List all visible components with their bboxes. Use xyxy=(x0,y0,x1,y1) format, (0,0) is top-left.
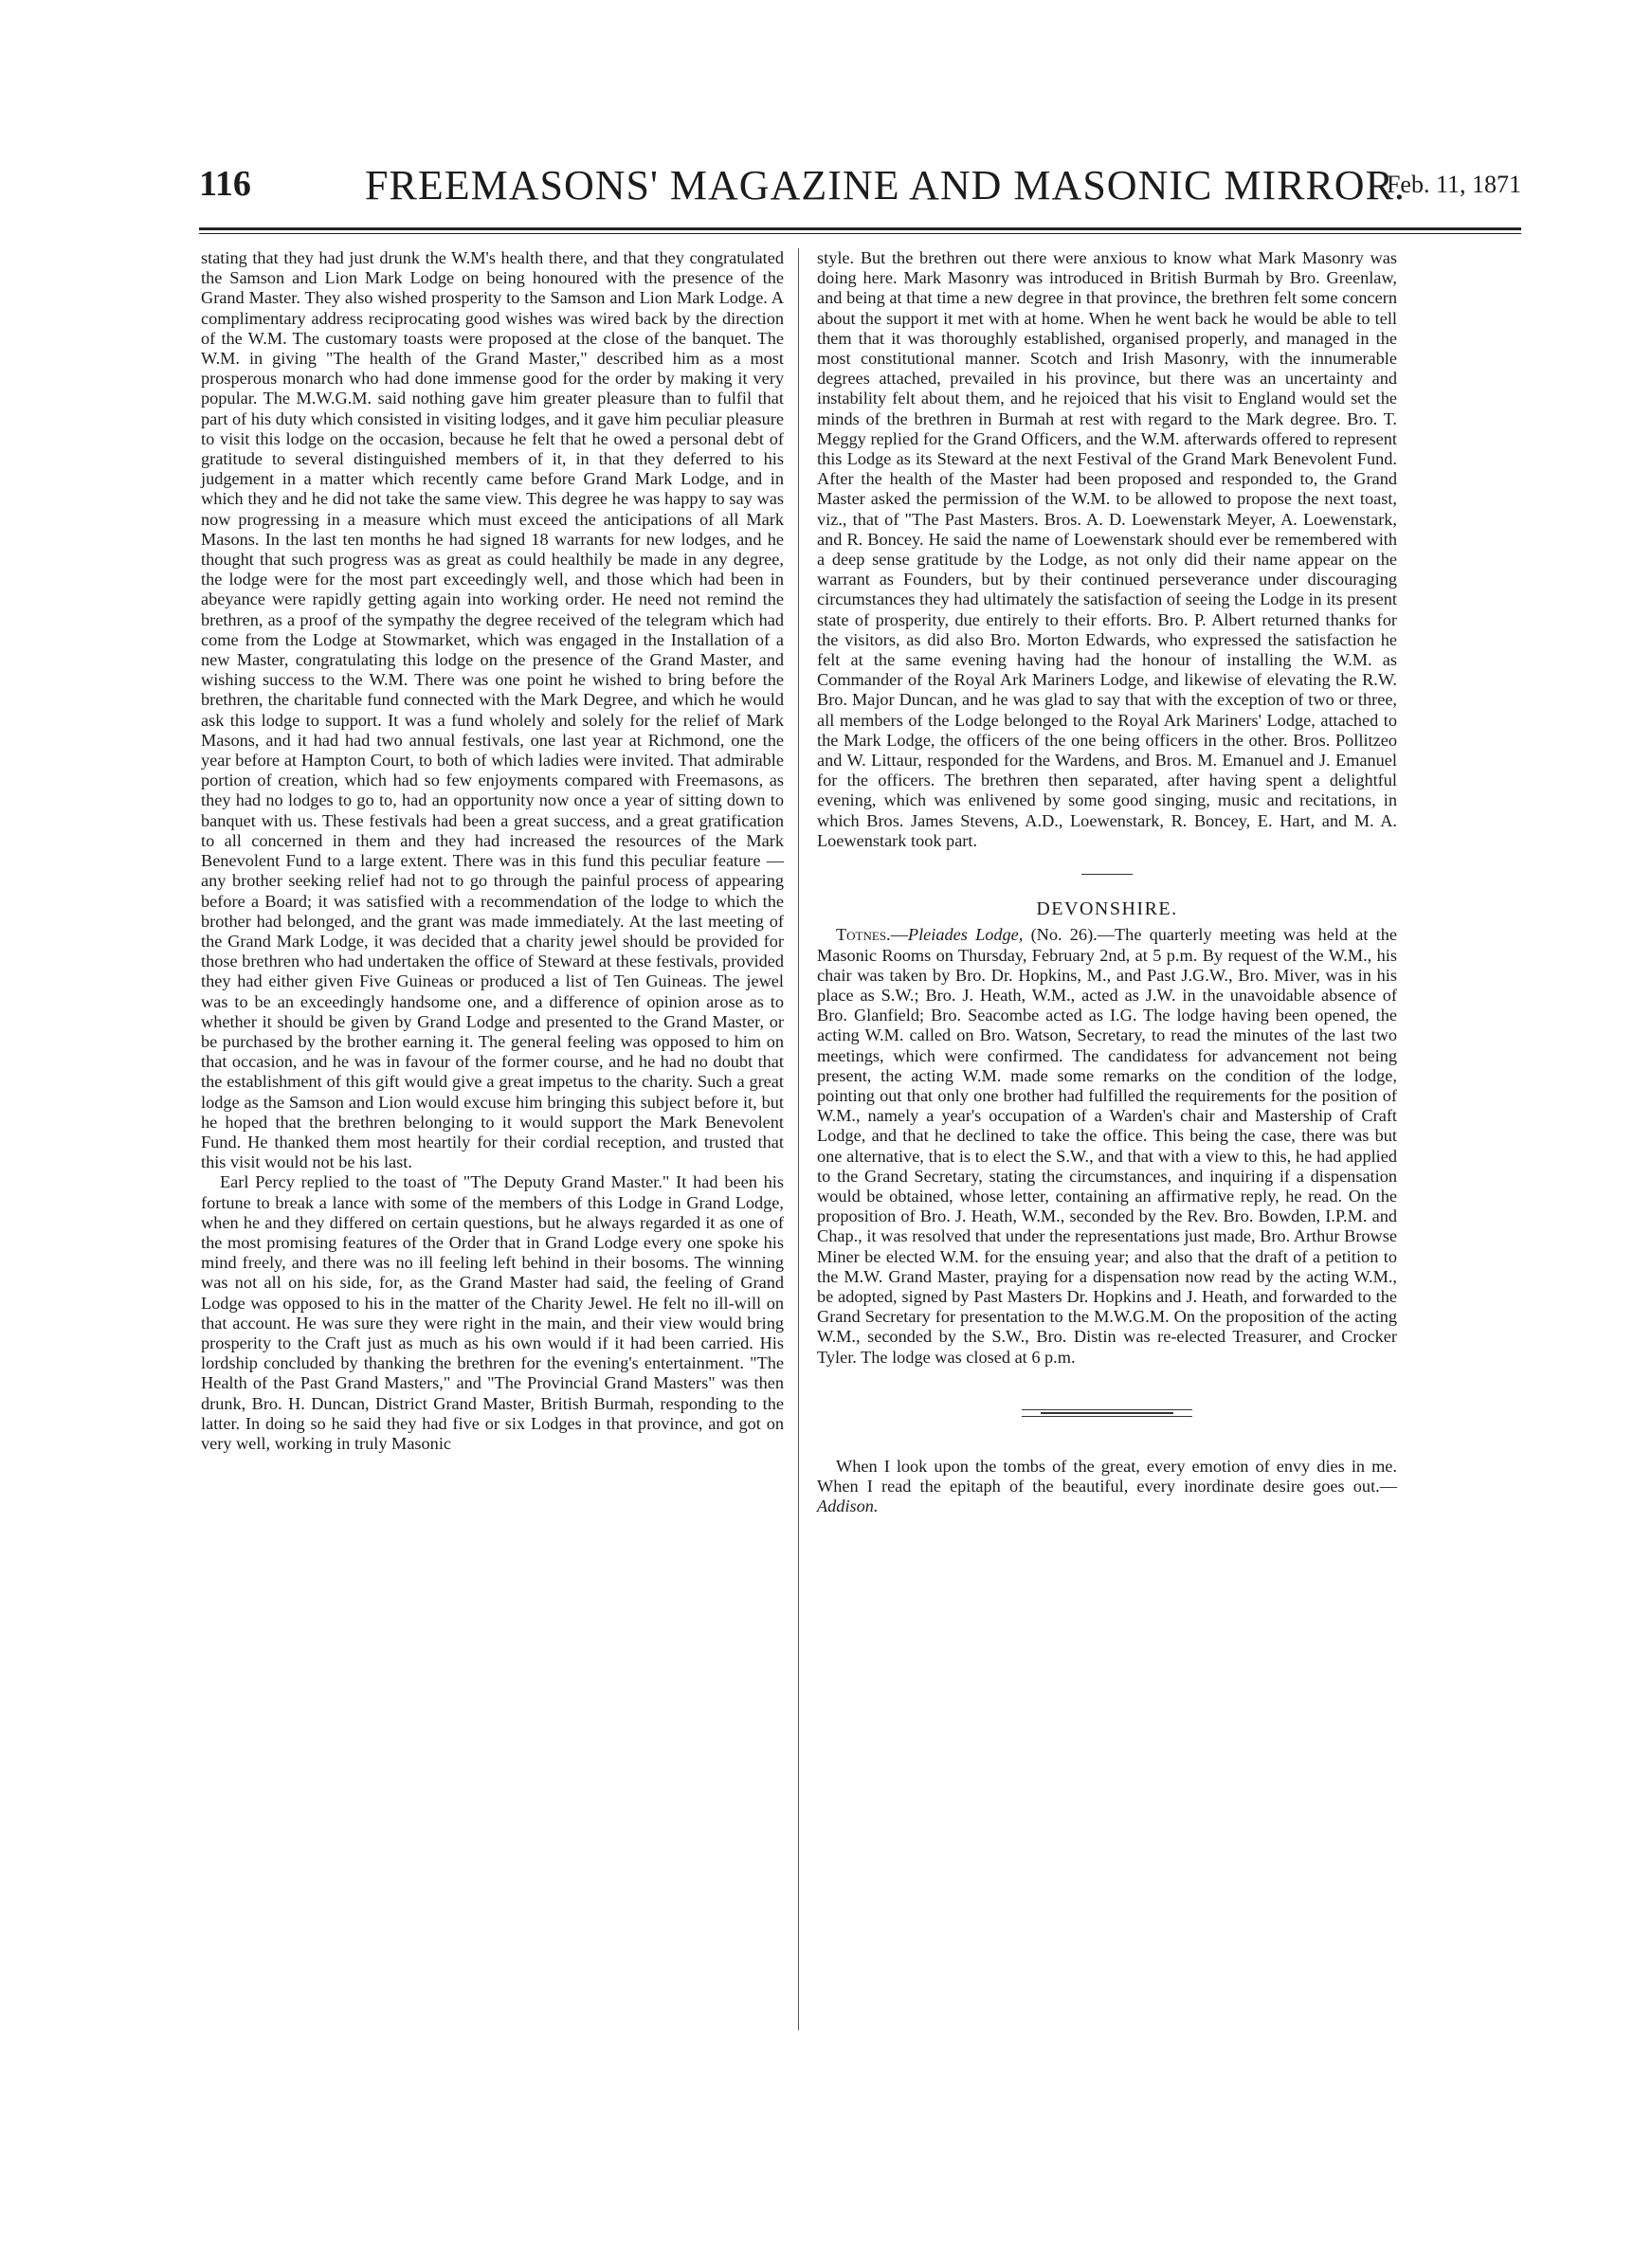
right-column xyxy=(817,248,1397,1516)
ornament-rule xyxy=(1022,1409,1192,1417)
masthead-title: FREEMASONS' MAGAZINE AND MASONIC MIRROR. xyxy=(365,162,1406,209)
left-column xyxy=(201,248,784,1454)
report-text: (No. 26).—The quarterly meeting was held at the Masonic Rooms on Thursday, February 2nd, at 5 p.m. By request of the W.M., his chair was taken by Bro. Dr. Hopkins, M., and Past J.G.W., Bro. Miver, was in his place as S.W.; Bro. J. Heath, W.M., acted as J.W. in the unavoidable absence of Bro. Glanfield; Bro. Seacombe acted as I.G. The lodge having been opened, the acting W.M. called on Bro. Watson, Secretary, to read the minutes of the last two meetings, which were confirmed. The candidatess for advancement not being present, the acting W.M. made some remarks on the condition of the lodge, pointing out that only one brother had fulfilled the requirements for the position of W.M., namely a year's occupation of a Warden's chair and Mastership of Craft Lodge, and that he declined to take the office. This being the case, there was but one alternative, that is to elect the S.W., and that with a view to this, he had applied to the Grand Secretary, stating the circumstances, and inquiring if a dispensation would be obtained, whose letter, containing an affirmative reply, he read. On the proposition of Bro. J. Heath, W.M., seconded by the Rev. Bro. Bowden, I.P.M. and Chap., it was resolved that under the representations just made, Bro. Arthur Browse Miner be elected W.M. for the ensuing year; and also that the draft of a petition to the M.W. Grand Master, praying for a dispensation now read by the acting W.M., be adopted, signed by Past Masters Dr. Hopkins and J. Heath, and forwarded to the Grand Secretary for presentation to the M.W.G.M. On the proposition of the acting W.M., seconded by the S.W., Bro. Distin was re-elected Treasurer, and Crocker Tyler. The lodge was closed at 6 p.m. xyxy=(817,925,1397,1367)
page-header xyxy=(199,157,1521,224)
header-rule xyxy=(199,227,1521,230)
column-divider xyxy=(798,248,799,2030)
article-continuation: style. But the brethren out there were anxious to know what Mark Masonry was doing here. Mark Masonry was introduced in British Burmah by Bro. Greenlaw, and being at that time a new degree in that province, the brethren felt some concern about the support it met with at home. When he went back he would be able to tell them that it was thoroughly established, organised properly, and managed in the most constitutional manner. Scotch and Irish Masonry, with the innumerable degrees attached, prevailed in his province, but there was an uncertainty and instability felt about them, and he rejoiced that his visit to England would set the minds of the brethren in Burmah at rest with regard to the Mark degree. Bro. T. Meggy replied for the Grand Officers, and the W.M. afterwards offered to represent this Lodge as its Steward at the next Festival of the Grand Mark Benevolent Fund. After the health of the Master had been proposed and responded to, the Grand Master asked the permission of the W.M. to be allowed to propose the next toast, viz., that of "The Past Masters. Bros. A. D. Loewenstark Meyer, A. Loewenstark, and R. Boncey. He said the name of Loewenstark should ever be remembered with a deep sense gratitude by the Lodge, as not only did their name appear on the warrant as Founders, but by their continued perseverance under discouraging circumstances they had ultimately the satisfaction of seeing the Lodge in its present state of prosperity, due entirely to their efforts. Bro. P. Albert returned thanks for the visitors, as did also Bro. Morton Edwards, who expressed the satisfaction he felt at the same evening having had the honour of installing the W.M. as Commander of the Royal Ark Mariners Lodge, and likewise of elevating the R.W. Bro. Major Duncan, and he was glad to say that with the exception of two or three, all members of the Lodge belonged to the Royal Ark Mariners' Lodge, attached to the Mark Lodge, the officers of the one being officers in the other. Bros. Pollitzeo and W. Littaur, responded for the Wardens, and Bros. M. Emanuel and J. Emanuel for the officers. The brethren then separated, after having spent a delightful evening, which was enlivened by some good singing, music and recitations, in which Bros. James Stevens, A.D., Loewenstark, R. Boncey, E. Hart, and M. A. Loewenstark took part. xyxy=(817,248,1397,850)
issue-date: Feb. 11, 1871 xyxy=(1386,171,1521,198)
page-number: 116 xyxy=(199,164,251,204)
devonshire-report: Totnes.—Pleiades Lodge, (No. 26).—The quarterly meeting was held at the Masonic Rooms on Thursday, February 2nd, at 5 p.m. By request of the W.M., his chair was taken by Bro. Dr. Hopkins, M., and Past J.G.W., Bro. Miver, was in his place as S.W.; Bro. J. Heath, W.M., acted as J.W. in the unavoidable absence of Bro. Glanfield; Bro. Seacombe acted as I.G. The lodge having been opened, the acting W.M. called on Bro. Watson, Secretary, to read the minutes of the last two meetings, which were confirmed. The candidatess for advancement not being present, the acting W.M. made some remarks on the condition of the lodge, pointing out that only one brother had fulfilled the requirements for the position of W.M., namely a year's occupation of a Warden's chair and Mastership of Craft Lodge, and that he declined to take the office. This being the case, there was but one alternative, that is to elect the S.W., and that with a view to this, he had applied to the Grand Secretary, stating the circumstances, and inquiring if a dispensation would be obtained, whose letter, containing an affirmative reply, he read. On the proposition of Bro. J. Heath, W.M., seconded by the Rev. Bro. Bowden, I.P.M. and Chap., it was resolved that under the representations just made, Bro. Arthur Browse Miner be elected W.M. for the ensuing year; and also that the draft of a petition to the M.W. Grand Master, praying for a dispensation now read by the acting W.M., be adopted, signed by Past Masters Dr. Hopkins and J. Heath, and forwarded to the Grand Secretary for presentation to the M.W.G.M. On the proposition of the acting W.M., seconded by the S.W., Bro. Distin was re-elected Treasurer, and Crocker Tyler. The lodge was closed at 6 p.m. xyxy=(817,925,1397,1367)
lodge-name: Pleiades Lodge, xyxy=(907,925,1024,945)
article-paragraph: stating that they had just drunk the W.M's health there, and that they congratulated the Samson and Lion Mark Lodge on being honoured with the presence of the Grand Master. They also wished prosperity to the Samson and Lion Mark Lodge. A complimentary address reciprocating good wishes was wired back by the direction of the W.M. The customary toasts were proposed at the close of the banquet. The W.M. in giving "The health of the Grand Master," described him as a most prosperous monarch who had done immense good for the order by making it very popular. The M.W.G.M. said nothing gave him greater pleasure than to fulfil that part of his duty which consisted in visiting lodges, and it gave him peculiar pleasure to visit this lodge on the occasion, because he felt that he owed a personal debt of gratitude to several distinguished members of it, in that they deferred to his judgement in a matter which recently came before Grand Mark Lodge, and in which they and he did not take the same view. This degree he was happy to say was now progressing in a measure which must exceed the anticipations of all Mark Masons. In the last ten months he had signed 18 warrants for new lodges, and he thought that such progress was as great as could healthily be made in any degree, the lodge were for the most part exceedingly well, and those which had been in abeyance were rapidly getting again into working order. He need not remind the brethren, as a proof of the sympathy the degree received of the telegram which had come from the Lodge at Stowmarket, which was engaged in the Installation of a new Master, congratulating this lodge on the presence of the Grand Master, and wishing success to the W.M. There was one point he wished to bring before the brethren, the charitable fund connected with the Mark Degree, and which he would ask this lodge to support. It was a fund wholely and solely for the relief of Mark Masons, and it had had two annual festivals, one last year at Richmond, one the year before at Hampton Court, to both of which ladies were invited. That admirable portion of creation, which had so few enjoyments compared with Freemasons, as they had no lodges to go to, had an opportunity now once a year of sitting down to banquet with us. These festivals had been a great success, and a great gratification to all concerned in them and they had increased the resources of the Mark Benevolent Fund to a large extent. There was in this fund this peculiar feature —any brother seeking relief had not to go through the painful process of appearing before a Board; it was satisfied with a recommendation of the lodge to which the brother had belonged, and the grant was made immediately. At the last meeting of the Grand Mark Lodge, it was decided that a charity jewel should be provided for those brethren who had undertaken the office of Steward at these festivals, provided they had either given Five Guineas or produced a list of Ten Guineas. The jewel was to be an exceedingly handsome one, and a difference of opinion arose as to whether it should be given by Grand Lodge and presented to the Grand Master, or be purchased by the brother earning it. The general feeling was opposed to him on that occasion, and he was in favour of the former course, and he had no doubt that the establishment of this gift would give a great impetus to the charity. Such a great lodge as the Samson and Lion would excuse him bringing this subject before it, but he hoped that the brethren belonging to it would support the Mark Benevolent Fund. He thanked them most heartily for their cordial reception, and trusted that this visit would not be his last. xyxy=(201,248,784,1172)
quote-author: Addison. xyxy=(817,1496,879,1516)
quote-text: When I look upon the tombs of the great, every emotion of envy dies in me. When I read the epitaph of the beautiful, every inordinate desire goes out.— xyxy=(817,1456,1397,1496)
section-separator xyxy=(1081,874,1133,875)
closing-quote xyxy=(817,1457,1397,1517)
header-rule-thin xyxy=(199,233,1521,234)
town-name: Totnes. xyxy=(836,925,891,945)
article-paragraph: Earl Percy replied to the toast of "The Deputy Grand Master." It had been his fortune to break a lance with some of the members of this Lodge in Grand Lodge, when he and they differed on certain questions, but he always regarded it as one of the most promising features of the Order that in Grand Lodge every one spoke his mind freely, and there was no ill feeling left behind in their bosoms. The winning was not all on his side, for, as the Grand Master had said, the feeling of Grand Lodge was opposed to his in the matter of the Charity Jewel. He felt no ill-will on that account. He was sure they were right in the main, and their view would bring prosperity to the Craft just as much as his own would if it had been carried. His lordship concluded by thanking the brethren for the evening's entertainment. "The Health of the Past Grand Masters," and "The Provincial Grand Masters" was then drunk, Bro. H. Duncan, District Grand Master, British Burmah, responding to the latter. In doing so he said they had five or six Lodges in that province, and got on very well, working in truly Masonic xyxy=(201,1172,784,1453)
section-title: DEVONSHIRE. xyxy=(1036,898,1178,920)
